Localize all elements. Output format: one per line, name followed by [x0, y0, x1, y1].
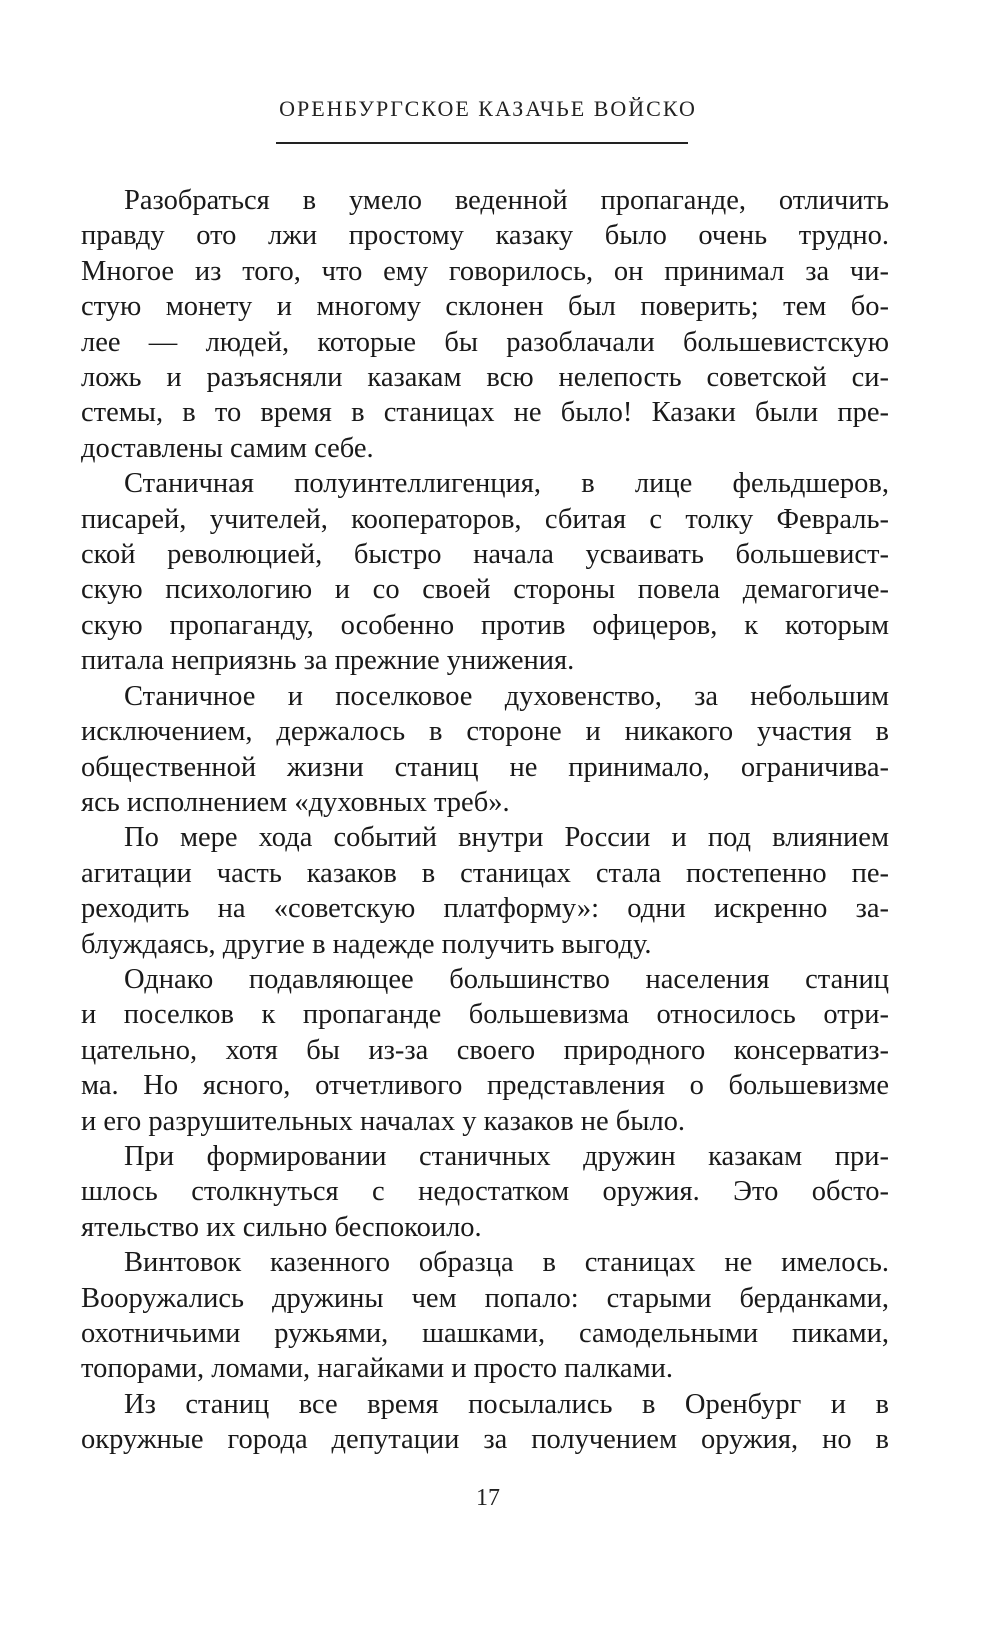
text-line: общественной жизни станиц не принимало, ограничива-: [81, 751, 889, 783]
text-line: ской революцией, быстро начала усваивать большевист-: [81, 539, 889, 571]
paragraph: [81, 183, 889, 466]
text-line: стемы, в то время в станицах не было! Казаки были пре-: [81, 397, 889, 429]
text-line: лее — людей, которые бы разоблачали большевистскую: [81, 326, 889, 358]
paragraph: [81, 679, 889, 821]
text-line: писарей, учителей, кооператоров, сбитая с толку Февраль-: [81, 503, 889, 535]
text-line: агитации часть казаков в станицах стала постепенно пе-: [81, 857, 889, 889]
text-line: стую монету и многому склонен был поверить; тем бо-: [81, 291, 889, 323]
text-line: шлось столкнуться с недостатком оружия. Это обсто-: [81, 1176, 889, 1208]
text-line: Разобраться в умело веденной пропаганде, отличить: [124, 185, 889, 216]
text-line: ятельство их сильно беспокоило.: [81, 1211, 482, 1243]
text-line: реходить на «советскую платформу»: одни искренно за-: [81, 893, 889, 925]
text-line: Станичная полуинтеллигенция, в лице фельдшеров,: [124, 468, 889, 500]
header-rule: [276, 142, 688, 144]
text-line: При формировании станичных дружин казакам при-: [124, 1140, 889, 1172]
text-line: блуждаясь, другие в надежде получить выгоду.: [81, 928, 652, 960]
text-line: ложь и разъясняли казакам всю нелепость советской си-: [81, 362, 889, 394]
text-line: цательно, хотя бы из-за своего природного консерватиз-: [81, 1034, 889, 1066]
text-line: доставлены самим себе.: [81, 432, 374, 464]
paragraph: [81, 466, 889, 678]
body-text: [81, 183, 889, 1458]
text-line: Многое из того, что ему говорилось, он принимал за чи-: [81, 255, 889, 287]
text-line: Из станиц все время посылались в Оренбург и в: [124, 1388, 889, 1420]
text-line: питала неприязнь за прежние унижения.: [81, 645, 575, 677]
text-line: окружные города депутации за получением оружия, но в: [81, 1424, 889, 1456]
text-line: ясь исполнением «духовных треб».: [81, 786, 510, 818]
text-line: топорами, ломами, нагайками и просто палками.: [81, 1353, 673, 1385]
text-line: скую пропаганду, особенно против офицеров, к которым: [81, 609, 889, 641]
paragraph: [81, 820, 889, 962]
text-line: правду ото лжи простому казаку было очень трудно.: [81, 220, 889, 252]
text-line: Станичное и поселковое духовенство, за небольшим: [124, 680, 889, 712]
page-number: 17: [476, 1485, 500, 1511]
text-line: и его разрушительных началах у казаков не было.: [81, 1105, 686, 1137]
text-line: Однако подавляющее большинство населения станиц: [124, 963, 889, 995]
running-head: ОРЕНБУРГСКОЕ КАЗАЧЬЕ ВОЙСКО: [279, 96, 697, 121]
text-line: охотничьими ружьями, шашками, самодельными пиками,: [81, 1318, 889, 1349]
paragraph: [81, 962, 889, 1139]
text-line: Вооружались дружины чем попало: старыми берданками,: [81, 1282, 889, 1314]
paragraph: [81, 1245, 889, 1387]
paragraph: [81, 1387, 889, 1458]
text-line: и поселков к пропаганде большевизма относилось отри-: [81, 999, 889, 1031]
text-line: скую психологию и со своей стороны повела демагогиче-: [81, 574, 889, 606]
text-line: исключением, держалось в стороне и никакого участия в: [81, 716, 889, 748]
text-line: По мере хода событий внутри России и под влиянием: [124, 822, 889, 854]
text-line: ма. Но ясного, отчетливого представления о большевизме: [81, 1070, 889, 1102]
paragraph: [81, 1139, 889, 1245]
text-line: Винтовок казенного образца в станицах не имелось.: [124, 1247, 889, 1279]
